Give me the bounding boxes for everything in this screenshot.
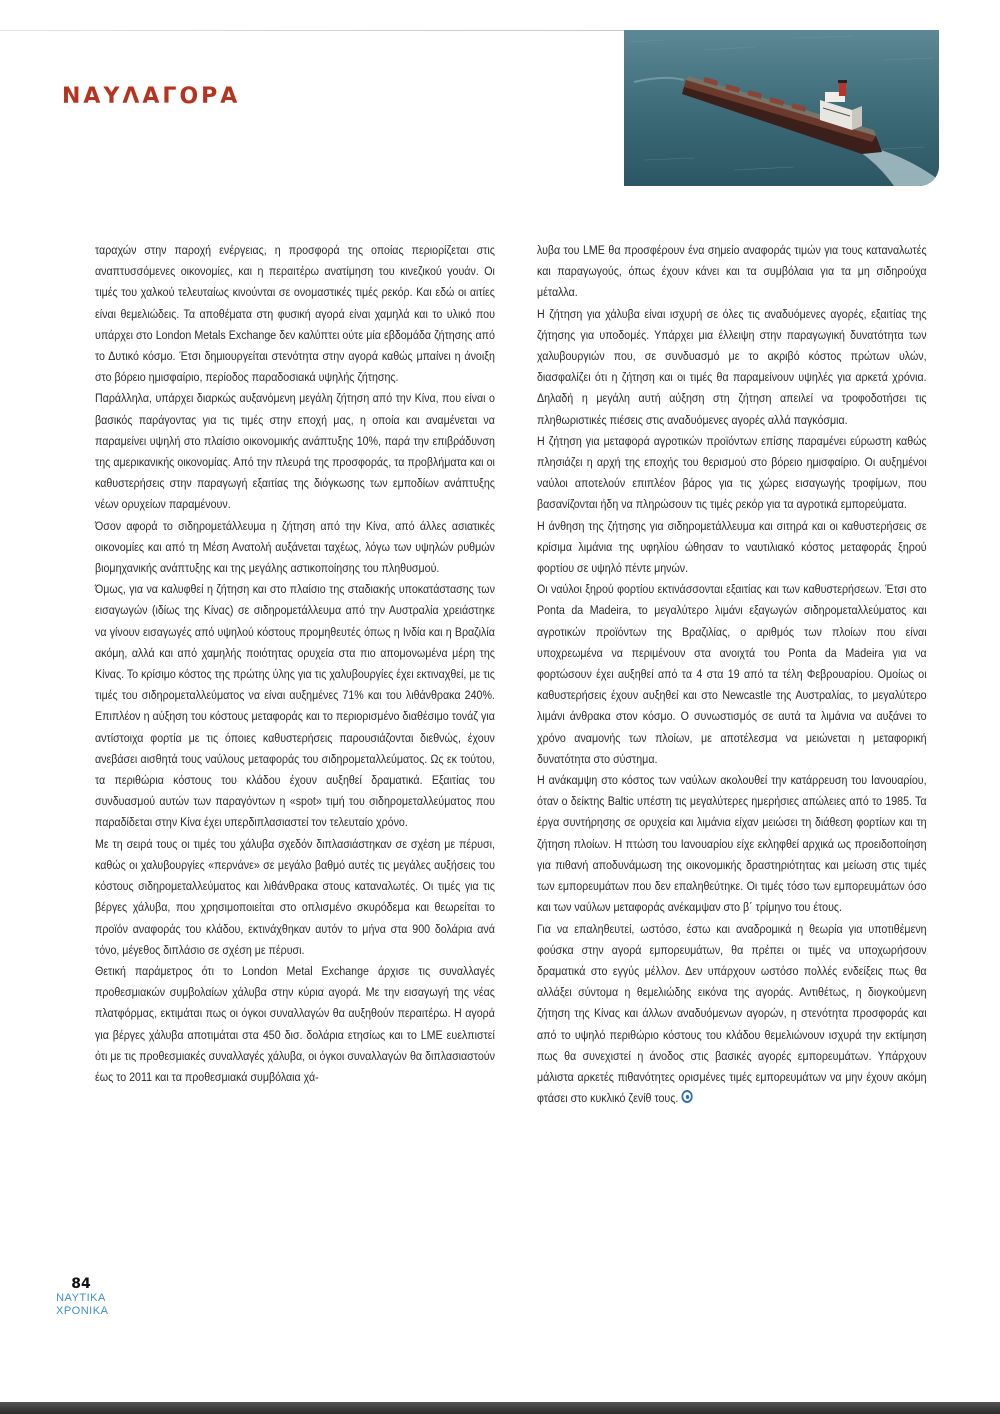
article-column-right xyxy=(537,240,927,1109)
article-paragraph: Η ζήτηση για μεταφορά αγροτικών προϊόντων επίσης παραμένει εύρωστη καθώς πλησιάζει η αρχή της εποχής του θερισμού στο βόρειο ημισφαίριο. Οι αυξημένοι ναύλοι αποτελούν επιπλέον βάρος για τις χώρες εισαγωγής τροφίμων, που βασανίζονται ήδη να πληρώσουν τις τιμές ρεκόρ για τα αγροτικά εμπορεύματα. xyxy=(537,433,927,512)
header-rule xyxy=(0,30,625,31)
bottom-edge-bar xyxy=(0,1402,1000,1414)
article-paragraph-text: Για να επαληθευτεί, ωστόσο, έστω και αναδρομικά η θεωρία για υποτιθέμενη φούσκα στην αγορά εμπορευμάτων, θα πρέπει οι τιμές να υποχωρήσουν δραματικά στο εγγύς μέλλον. Δεν υπάρχουν ωστόσο πολλές ενδείξεις πως θα αλλάξει σύντομα η θεμελιώδης εικόνα της αγοράς. Αντιθέτως, η διογκούμενη ζήτηση της Κίνας και άλλων αναδυόμενων αγορών, η στενότητα προσφοράς και από το υψηλό περιθώριο κόστους του κλάδου θεμελιώνουν ισχυρά την εκτίμηση πως θα συνεχιστεί η άνοδος στις βασικές αγορές εμπορευμάτων. Υπάρχουν μάλιστα αρκετές πιθανότητες ορισμένες τιμές εμπορευμάτων να μην έχουν ακόμη φτάσει στο κυκλικό ζενίθ τους. xyxy=(537,921,927,1106)
article-paragraph: Η ανάκαμψη στο κόστος των ναύλων ακολουθεί την κατάρρευση του Ιανουαρίου, όταν ο δείκτης Baltic υπέστη τις μεγαλύτερες ημερήσιες απώλειες από το 1985. Τα έργα συντήρησης σε ορυχεία και λιμάνια είχαν μειώσει τη διάθεση φορτίων και τη ζήτηση πλοίων. Η πτώση του Ιανουαρίου είχε εκληφθεί αρχικά ως προειδοποίηση για πιθανή αποδυνάμωση της οικονομικής δραστηριότητας και μείωση στις τιμές των εμπορευμάτων που δεν επαληθεύτηκε. Οι τιμές τόσο των εμπορευμάτων όσο και των ναύλων μεταφοράς ανέκαμψαν στο β΄ τρίμηνο του έτους. xyxy=(537,773,927,915)
article-paragraph: Όσον αφορά το σιδηρομετάλλευμα η ζήτηση από την Κίνα, από άλλες ασιατικές οικονομίες και από τη Μέση Ανατολή αυξάνεται ταχέως, λόγω των υψηλών ρυθμών βιομηχανικής ανάπτυξης και της μεγάλης αστικοποίησης του πληθυσμού. xyxy=(95,518,495,576)
section-title: ΝΑΥΛΑΓΟΡΑ xyxy=(62,84,241,109)
end-of-article-icon xyxy=(682,1090,693,1103)
page-number: 84 xyxy=(71,1276,91,1292)
publication-name: ΝΑΥΤΙΚΑ xyxy=(56,1292,106,1304)
article-paragraph: Παράλληλα, υπάρχει διαρκώς αυξανόμενη μεγάλη ζήτηση από την Κίνα, που είναι ο βασικός παράγοντας για τις τιμές στην εποχή μας, η οποία και αναμένεται να παραμείνει υψηλή στο πλαίσιο οικονομικής ανάπτυξης 10%, παρά την επιβράδυνση της αμερικανικής οικονομίας. Από την πλευρά της προσφοράς, τα προβλήματα και οι καθυστερήσεις στην παραγωγή εξαιτίας της διόγκωσης των εμποδίων ανάπτυξης νέων ορυχείων παραμένουν. xyxy=(95,391,495,512)
ship-image xyxy=(624,30,939,186)
publication-name: ΧΡΟΝΙΚΑ xyxy=(56,1305,109,1317)
article-paragraph: Με τη σειρά τους οι τιμές του χάλυβα σχεδόν διπλασιάστηκαν σε σχέση με πέρυσι, καθώς οι χαλυβουργίες «περνάνε» σε μεγάλο βαθμό αυτές τις μεγάλες αυξήσεις του κόστους σιδηρομεταλλεύματος και λιθάνθρακα στους καταναλωτές. Οι τιμές για τις βέργες χάλυβα, που χρησιμοποιείται στο οπλισμένο σκυρόδεμα και θεωρείται το προϊόν αναφοράς του κλάδου, εκτινάχθηκαν αυτόν το μήνα στα 900 δολάρια ανά τόνο, μέγεθος διπλάσιο σε σχέση με πέρυσι. xyxy=(95,836,495,957)
article-paragraph: Η άνθηση της ζήτησης για σιδηρομετάλλευμα και σιτηρά και οι καθυστερήσεις σε κρίσιμα λιμάνια της υφηλίου ώθησαν το ναυτιλιακό κόστος μεταφοράς ξηρού φορτίου σε υψηλό πέντε μηνών. xyxy=(537,518,927,576)
article-paragraph: Οι ναύλοι ξηρού φορτίου εκτινάσσονται εξαιτίας και των καθυστερήσεων. Έτσι στο Ponta da Madeira, το μεγαλύτερο λιμάνι εξαγωγών σιδηρομεταλλεύματος και αγροτικών προϊόντων της Βραζιλίας, ο αριθμός των πλοίων που είναι υποχρεωμένα να περιμένουν στα ανοιχτά του Ponta da Madeira για να φορτώσουν έχει αυξηθεί από τα 4 στα 19 από τα τέλη Φεβρουαρίου. Ομοίως οι καθυστερήσεις έχουν αυξηθεί και στο Newcastle της Αυστραλίας, το μεγαλύτερο λιμάνι άνθρακα στον κόσμο. Ο συνωστισμός σε αυτά τα λιμάνια να αυξάνει το χρόνο αναμονής των πλοίων, με αποτέλεσμα να μειώνεται η μεταφορική δυνατότητα στο σύστημα. xyxy=(537,582,927,766)
article-paragraph: λυβα του LME θα προσφέρουν ένα σημείο αναφοράς τιμών για τους καταναλωτές και παραγωγούς, όπως έχουν κάνει και τα συμβόλαια για τα μη σιδηρούχα μέταλλα. xyxy=(537,243,927,300)
ship-photo xyxy=(624,30,939,186)
article-paragraph: Η ζήτηση για χάλυβα είναι ισχυρή σε όλες τις αναδυόμενες αγορές, εξαιτίας της ζήτησης για υποδομές. Υπάρχει μια έλλειψη στην παραγωγική δυνατότητα των χαλυβουργιών που, σε συνδυασμό με το ακριβό κόστος πρώτων υλών, διασφαλίζει ότι η ζήτηση και οι τιμές θα παραμείνουν υψηλές για αρκετά χρόνια. Δηλαδή η μεγάλη αυτή αύξηση στη ζήτηση απειλεί να τροφοδοτήσει τις πληθωριστικές πιέσεις στις αναδυόμενες αγορές αλλά παγκόσμια. xyxy=(537,306,927,427)
page-footer xyxy=(56,1276,109,1318)
article-paragraph: Θετική παράμετρος ότι το London Metal Exchange άρχισε τις συναλλαγές προθεσμιακών συμβολαίων χάλυβα στην κύρια αγορά. Με την εισαγωγή της νέας πλατφόρμας, εκτιμάται πως οι όγκοι συναλλαγών θα αυξηθούν περαιτέρω. Η αγορά για βέργες χάλυβα αποτιμάται στα 450 δισ. δολάρια ετησίως και το LME ευελπιστεί ότι με τις προθεσμιακές συναλλαγές χάλυβα, οι όγκοι συναλλαγών θα διπλασιαστούν έως το 2011 και τα προθεσμιακά συμβόλαια χά- xyxy=(95,963,495,1084)
article-final-paragraph xyxy=(537,919,927,1110)
article-paragraph: Όμως, για να καλυφθεί η ζήτηση και στο πλαίσιο της σταδιακής υποκατάστασης των εισαγωγών (ιδίως της Κίνας) σε σιδηρομετάλλευμα από την Αυστραλία χρειάστηκε να γίνουν εισαγωγές από υψηλού κόστους προμηθευτές όπως η Ινδία και η Βραζιλία ακόμη, αλλά και από χαμηλής ποιότητας ορυχεία στα πιο απομονωμένα μέρη της Κίνας. Το κρίσιμο κόστος της πρώτης ύλης για τις χαλυβουργίες έχει εκτιναχθεί, με τις τιμές του σιδηρομεταλλεύματος να είναι αυξημένες 71% και του λιθάνθρακα 240%. Επιπλέον η αύξηση του κόστους μεταφοράς και το περιορισμένο διαθέσιμο τονάζ για αντίστοιχα φορτία με τις όποιες καθυστερήσεις παρουσιάζονται διεθνώς, έχουν ανεβάσει αισθητά τους ναύλους μεταφοράς του σιδηρομεταλλεύματος. Ως εκ τούτου, τα περιθώρια κόστους του κλάδου έχουν αυξηθεί δραματικά. Εξαιτίας του συνδυασμού αυτών των παραγόντων η «spot» τιμή του σιδηρομεταλλεύματος που παραδίδεται στην Κίνα έχει υπερδιπλασιαστεί τον τελευταίο χρόνο. xyxy=(95,582,495,830)
article-column-left xyxy=(95,240,495,1088)
article-paragraph: ταραχών στην παροχή ενέργειας, η προσφορά της οποίας περιορίζεται στις αναπτυσσόμενες οικονομίες, και η περαιτέρω ανατίμηση του κινεζικού γουάν. Οι τιμές του χαλκού τελευταίως κινούνται σε ονομαστικές τιμές ρεκόρ. Και εδώ οι αιτίες είναι θεμελιώδεις. Τα αποθέματα στη φυσική αγορά είναι χαμηλά και το υλικό που υπάρχει στο London Metals Exchange δεν καλύπτει ούτε μία εβδομάδα ζήτησης από το Δυτικό κόσμο. Έτσι δημιουργείται στενότητα στην αγορά καθώς μπαίνει η άνοιξη στο βόρειο ημισφαίριο, περίοδος παραδοσιακά υψηλής ζήτησης. xyxy=(95,243,495,385)
